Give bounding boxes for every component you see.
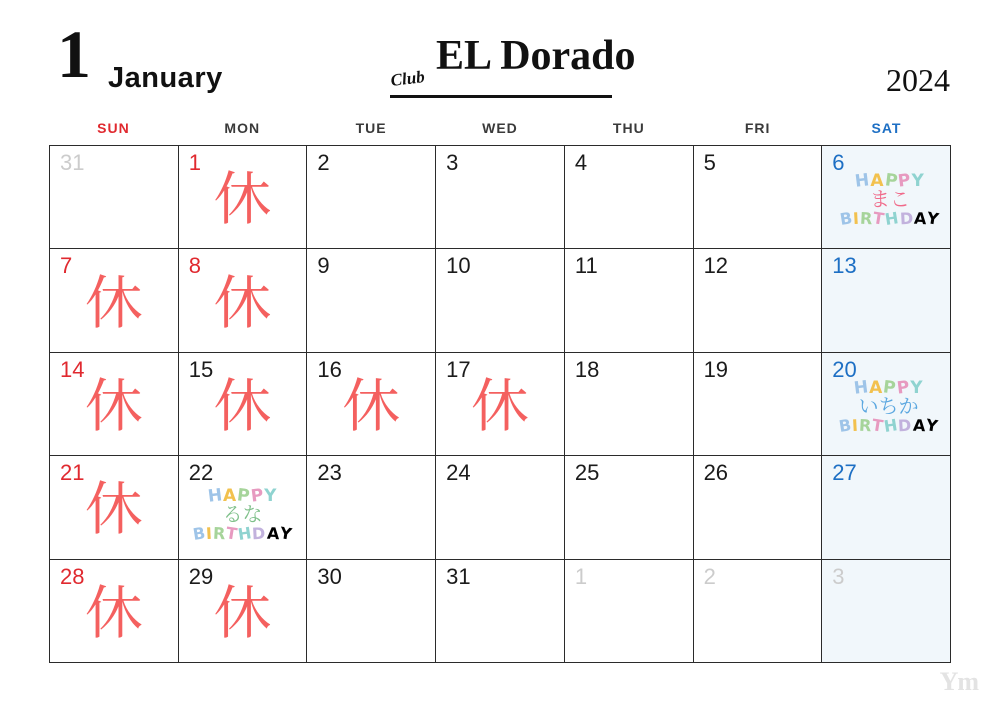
calendar-day-cell[interactable] (694, 249, 823, 352)
day-number: 25 (574, 460, 600, 486)
day-number: 23 (317, 460, 342, 486)
club-logo (388, 24, 636, 104)
day-number: 13 (832, 253, 857, 279)
day-number: 1 (188, 150, 201, 175)
calendar-day-cell[interactable] (50, 353, 179, 456)
birthday-person-name: いちか (858, 394, 919, 419)
birthday-happy-text: HAPPY (853, 170, 925, 193)
day-number: 7 (60, 253, 73, 279)
day-number: 31 (446, 563, 471, 589)
day-number: 12 (703, 253, 729, 279)
calendar-day-cell[interactable] (307, 456, 436, 559)
day-number: 10 (446, 253, 471, 279)
closed-mark: 休 (213, 165, 272, 234)
day-number: 22 (188, 460, 214, 486)
calendar-day-cell[interactable] (307, 353, 436, 456)
day-number: 31 (60, 150, 85, 175)
closed-mark: 休 (213, 268, 272, 337)
calendar-day-cell[interactable] (565, 353, 694, 456)
birthday-sticker (184, 484, 302, 552)
calendar-day-cell[interactable] (565, 249, 694, 352)
closed-mark: 休 (213, 372, 272, 441)
closed-mark: 休 (470, 372, 529, 441)
day-number: 9 (317, 253, 330, 279)
birthday-word-text: BIRTHDAY (837, 415, 941, 437)
birthday-sticker (831, 170, 949, 237)
closed-mark: 休 (213, 578, 272, 647)
calendar-grid (49, 145, 951, 663)
calendar-day-cell[interactable] (822, 560, 951, 663)
closed-mark: 休 (84, 475, 143, 544)
calendar-day-cell[interactable] (179, 560, 308, 663)
calendar-day-cell[interactable] (50, 249, 179, 352)
calendar-day-cell[interactable] (694, 456, 823, 559)
birthday-happy-text: HAPPY (206, 484, 278, 507)
day-number: 18 (574, 356, 600, 382)
weekday-sat: SAT (871, 120, 902, 136)
calendar-day-cell[interactable] (307, 560, 436, 663)
calendar-day-cell[interactable] (565, 560, 694, 663)
closed-mark: 休 (342, 372, 401, 441)
calendar-day-cell[interactable] (307, 249, 436, 352)
day-number: 29 (188, 563, 214, 589)
year-label: 2024 (886, 62, 950, 98)
day-number: 8 (188, 253, 201, 279)
day-number: 2 (317, 150, 330, 175)
calendar-day-cell[interactable] (179, 353, 308, 456)
calendar-day-cell[interactable] (822, 456, 951, 559)
day-number: 24 (446, 460, 471, 486)
watermark: Ym (939, 667, 978, 696)
day-number: 5 (703, 150, 716, 175)
day-number: 2 (703, 563, 716, 589)
day-number: 3 (832, 563, 845, 589)
weekday-thu: THU (612, 120, 645, 136)
day-number: 28 (60, 563, 85, 589)
day-number: 11 (574, 253, 598, 279)
weekday-tue: TUE (355, 120, 387, 136)
day-number: 4 (574, 150, 588, 175)
month-name: January (108, 62, 223, 94)
calendar-day-cell[interactable] (179, 249, 308, 352)
day-number: 3 (446, 150, 459, 175)
day-number: 16 (317, 356, 342, 382)
calendar-day-cell[interactable] (50, 560, 179, 663)
birthday-word-text: BIRTHDAY (838, 208, 942, 230)
birthday-word-text: BIRTHDAY (191, 522, 295, 544)
calendar-day-cell[interactable] (694, 560, 823, 663)
weekday-fri: FRI (744, 120, 771, 136)
closed-mark: 休 (84, 578, 143, 647)
calendar-day-cell[interactable] (50, 456, 179, 559)
calendar-day-cell[interactable] (694, 353, 823, 456)
calendar-day-cell[interactable] (822, 353, 951, 456)
day-number: 19 (703, 356, 729, 382)
calendar-day-cell[interactable] (565, 146, 694, 249)
calendar-day-cell[interactable] (50, 146, 179, 249)
day-number: 27 (832, 460, 857, 486)
calendar-day-cell[interactable] (436, 249, 565, 352)
birthday-sticker (830, 377, 948, 444)
day-number: 17 (446, 356, 471, 382)
closed-mark: 休 (84, 268, 143, 337)
weekday-sun: SUN (97, 120, 130, 136)
day-number: 21 (60, 460, 85, 486)
calendar-day-cell[interactable] (822, 146, 951, 249)
calendar-day-cell[interactable] (307, 146, 436, 249)
calendar-header (0, 0, 1000, 118)
day-number: 20 (832, 356, 857, 382)
calendar-day-cell[interactable] (436, 456, 565, 559)
day-number: 26 (703, 460, 729, 486)
calendar-day-cell[interactable] (436, 146, 565, 249)
logo-name: EL Dorado (436, 33, 636, 79)
birthday-person-name: るな (222, 501, 263, 526)
calendar-day-cell[interactable] (436, 353, 565, 456)
calendar-day-cell[interactable] (822, 249, 951, 352)
day-number: 1 (574, 563, 588, 589)
closed-mark: 休 (84, 372, 143, 441)
birthday-happy-text: HAPPY (852, 377, 924, 400)
logo-prefix: Club (389, 67, 426, 91)
weekday-header-row (49, 120, 951, 144)
calendar-day-cell[interactable] (179, 456, 308, 559)
calendar-day-cell[interactable] (436, 560, 565, 663)
birthday-person-name: まこ (869, 187, 910, 212)
calendar-day-cell[interactable] (179, 146, 308, 249)
day-number: 6 (832, 150, 845, 175)
weekday-wed: WED (482, 120, 518, 136)
month-number: 1 (57, 16, 91, 92)
weekday-mon: MON (224, 120, 261, 136)
calendar-day-cell[interactable] (694, 146, 823, 249)
day-number: 30 (317, 563, 342, 589)
day-number: 15 (188, 356, 214, 382)
day-number: 14 (60, 356, 85, 382)
calendar-day-cell[interactable] (565, 456, 694, 559)
logo-underline (390, 95, 612, 98)
